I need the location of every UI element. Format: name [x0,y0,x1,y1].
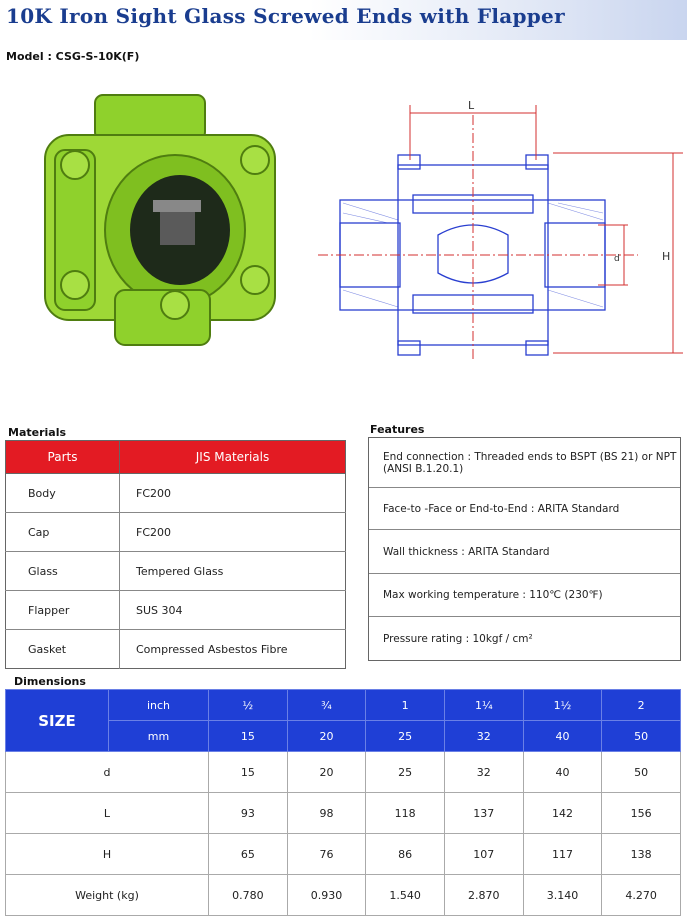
table-row [6,834,681,875]
feature-item: Pressure rating : 10kgf / cm² [383,632,533,645]
inch-cell: 2 [602,690,681,721]
value-cell: 65 [209,834,288,875]
mm-cell: 32 [444,721,523,752]
value-cell: 156 [602,793,681,834]
value-cell: 118 [366,793,445,834]
row-label: H [6,834,209,875]
table-row [6,793,681,834]
dimensions-table [5,689,681,916]
table-row [6,591,346,630]
value-cell: 117 [523,834,602,875]
material-cell: Tempered Glass [120,552,346,591]
materials-label: Materials [8,426,67,439]
value-cell: 137 [444,793,523,834]
inch-cell: ¾ [287,690,366,721]
size-header: SIZE [6,690,109,752]
row-label: L [6,793,209,834]
value-cell: 76 [287,834,366,875]
material-cell: SUS 304 [120,591,346,630]
value-cell: 15 [209,752,288,793]
table-row [6,630,346,669]
feature-item: Max working temperature : 110℃ (230℉) [369,574,680,617]
value-cell: 4.270 [602,875,681,916]
table-row [6,875,681,916]
mm-header: mm [109,721,209,752]
features-label: Features [370,423,425,436]
table-row [6,474,346,513]
inch-cell: 1¼ [444,690,523,721]
value-cell: 1.540 [366,875,445,916]
value-cell: 40 [523,752,602,793]
drawing-label-L: L [468,99,475,112]
row-label: d [6,752,209,793]
value-cell: 138 [602,834,681,875]
part-cell: Body [6,474,120,513]
value-cell: 32 [444,752,523,793]
inch-header: inch [109,690,209,721]
table-row [6,552,346,591]
feature-item: End connection : Threaded ends to BSPT (BS 21) or NPT (ANSI B.1.20.1) [369,438,680,488]
valve-drawing [318,95,683,360]
value-cell: 142 [523,793,602,834]
value-cell: 3.140 [523,875,602,916]
material-cell: FC200 [120,474,346,513]
table-row [6,752,681,793]
value-cell: 107 [444,834,523,875]
model-number: Model : CSG-S-10K(F) [6,50,140,63]
page-title: 10K Iron Sight Glass Screwed Ends with Flapper [6,4,565,28]
mm-cell: 15 [209,721,288,752]
part-cell: Cap [6,513,120,552]
materials-header-jis: JIS Materials [120,441,346,474]
material-cell: Compressed Asbestos Fibre [120,630,346,669]
feature-item: Wall thickness : ARITA Standard [369,530,680,574]
value-cell: 2.870 [444,875,523,916]
value-cell: 86 [366,834,445,875]
value-cell: 0.780 [209,875,288,916]
features-box [368,437,681,661]
inch-cell: 1 [366,690,445,721]
materials-table [5,440,346,669]
part-cell: Glass [6,552,120,591]
drawing-label-d: d [614,254,620,264]
value-cell: 25 [366,752,445,793]
value-cell: 0.930 [287,875,366,916]
mm-cell: 20 [287,721,366,752]
inch-cell: ½ [209,690,288,721]
valve-photo [25,90,290,355]
mm-cell: 40 [523,721,602,752]
mm-cell: 25 [366,721,445,752]
value-cell: 20 [287,752,366,793]
dimensions-label: Dimensions [14,675,86,688]
value-cell: 93 [209,793,288,834]
materials-header-parts: Parts [6,441,120,474]
mm-cell: 50 [602,721,681,752]
value-cell: 98 [287,793,366,834]
part-cell: Gasket [6,630,120,669]
row-label: Weight (kg) [6,875,209,916]
drawing-label-H: H [662,250,671,263]
inch-cell: 1½ [523,690,602,721]
feature-item: Face-to -Face or End-to-End : ARITA Standard [369,488,680,530]
table-row [6,513,346,552]
value-cell: 50 [602,752,681,793]
material-cell: FC200 [120,513,346,552]
part-cell: Flapper [6,591,120,630]
